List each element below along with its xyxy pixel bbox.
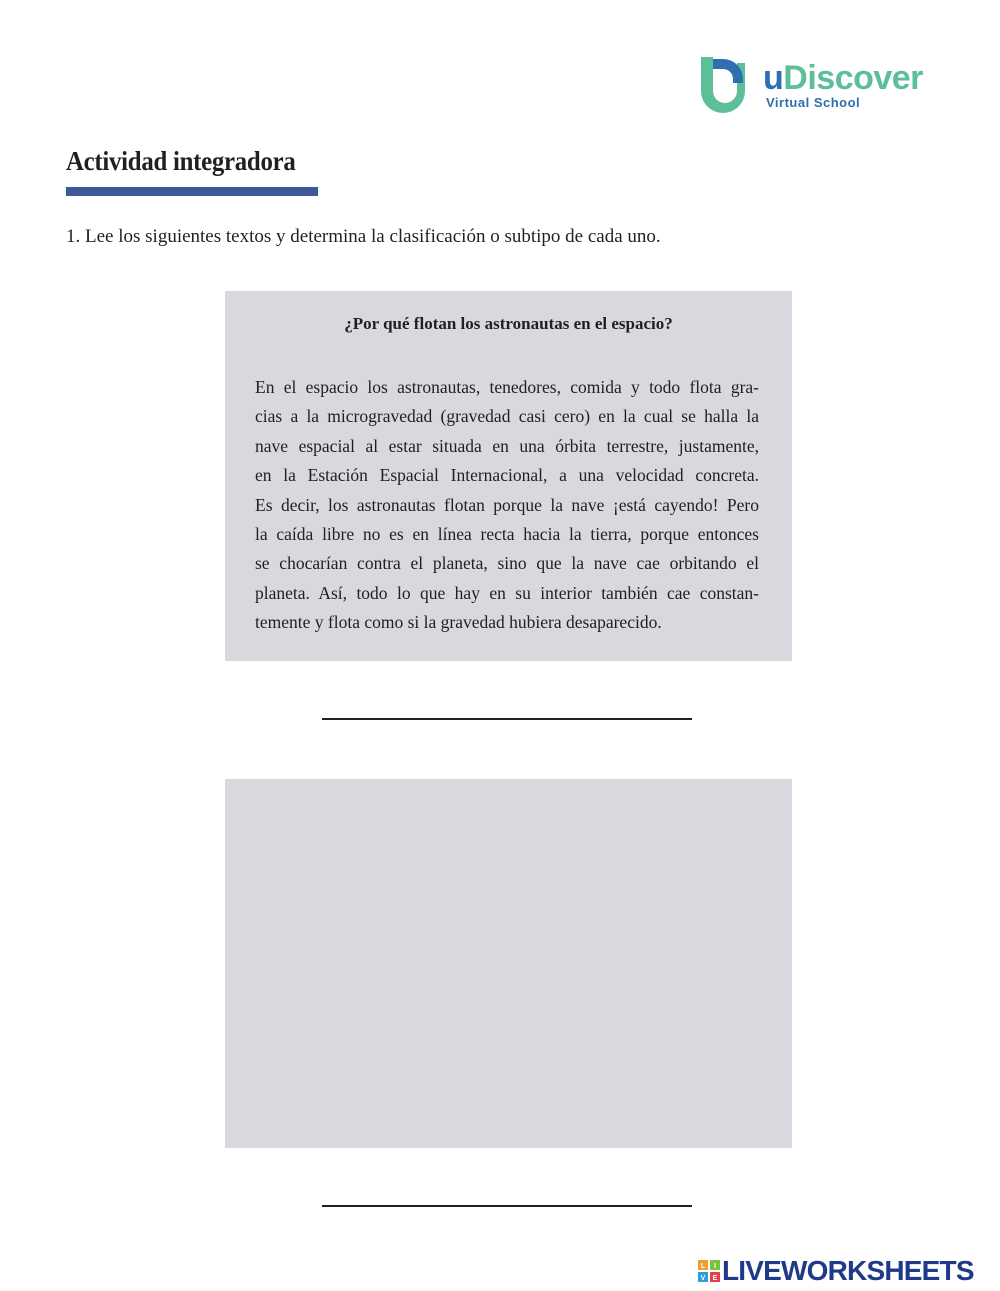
- live-letter-i: I: [714, 1263, 716, 1270]
- liveworksheets-grid-icon: [698, 1260, 720, 1282]
- title-underline-bar: [66, 187, 318, 196]
- answer-line-2[interactable]: [322, 1205, 692, 1207]
- logo-subtitle: Virtual School: [766, 95, 861, 110]
- instruction-text: 1. Lee los siguientes textos y determina la clasificación o subtipo de cada uno.: [66, 226, 661, 247]
- reading-line: temente y flota como si la gravedad hubiera desaparecido.: [255, 612, 662, 633]
- logo-brand-name: [763, 59, 923, 97]
- second-text-box: [225, 779, 792, 1148]
- live-letter-v: V: [700, 1275, 706, 1282]
- reading-line: En el espacio los astronautas, tenedores, comida y todo flota gra-: [255, 377, 759, 397]
- udiscover-logo: [697, 55, 947, 120]
- activity-title: Actividad integradora: [66, 146, 296, 176]
- reading-line: en la Estación Espacial Internacional, a una velocidad concreta.: [255, 465, 759, 486]
- udiscover-logo-icon: [697, 55, 749, 119]
- liveworksheets-wordmark: LIVEWORKSHEETS: [722, 1255, 974, 1286]
- reading-body: [255, 373, 759, 638]
- reading-line: cias a la microgravedad (gravedad casi cero) en la cual se halla la: [255, 406, 759, 427]
- logo-brand-u: u: [763, 59, 784, 97]
- live-letter-l: L: [700, 1263, 706, 1270]
- answer-line-1[interactable]: [322, 718, 692, 720]
- reading-line: nave espacial al estar situada en una órbita terrestre, justamente,: [255, 435, 759, 456]
- logo-brand-rest: Discover: [783, 59, 923, 97]
- reading-line: la caída libre no es en línea recta hacia la tierra, porque entonces: [255, 524, 759, 545]
- reading-text-box: [225, 291, 792, 661]
- reading-line: planeta. Así, todo lo que hay en su interior también cae constan-: [255, 582, 759, 603]
- liveworksheets-logo: [698, 1255, 998, 1286]
- reading-title: ¿Por qué flotan los astronautas en el espacio?: [344, 314, 673, 333]
- live-letter-e: E: [712, 1275, 718, 1282]
- reading-line: se chocarían contra el planeta, sino que la nave cae orbitando el: [255, 553, 759, 574]
- reading-line: Es decir, los astronautas flotan porque la nave ¡está cayendo! Pero: [255, 494, 759, 515]
